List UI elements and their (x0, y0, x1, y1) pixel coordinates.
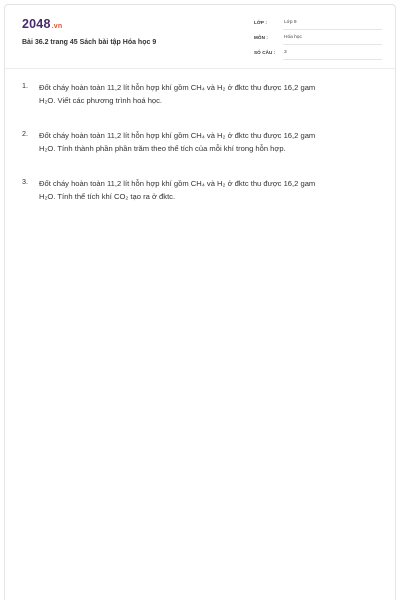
question-text-line: Đốt cháy hoàn toàn 11,2 lít hỗn hợp khí gồm CH₄ và H₂ ở đktc thu được 16,2 gam (39, 179, 316, 188)
question-number: 3. (22, 177, 28, 186)
meta-grade-label: LỚP : (254, 20, 268, 25)
question-text-line: Đốt cháy hoàn toàn 11,2 lít hỗn hợp khí gồm CH₄ và H₂ ở đktc thu được 16,2 gam (39, 83, 316, 92)
brand-logo[interactable] (22, 17, 62, 34)
worksheet (4, 4, 396, 600)
meta-subject-underline (283, 44, 382, 45)
meta-question-count-underline (283, 59, 382, 60)
question-text (39, 81, 384, 107)
meta-subject-label: MÔN : (254, 35, 269, 40)
meta-grade (254, 17, 382, 30)
question-text (39, 129, 384, 155)
brand-suffix: .vn (51, 23, 63, 30)
page-title: Bài 36.2 trang 45 Sách bài tập Hóa học 9 (22, 39, 157, 46)
meta-subject (254, 32, 382, 45)
worksheet-header (5, 5, 395, 69)
brand-name: 2048 (22, 17, 51, 31)
question-text-line: H₂O. Viết các phương trình hoá học. (39, 96, 163, 105)
meta-question-count-value: 3 (284, 50, 287, 55)
meta-grade-underline (283, 29, 382, 30)
question-text (39, 177, 384, 203)
meta-question-count (254, 47, 382, 60)
meta-question-count-label: SỐ CÂU : (254, 50, 276, 55)
question-text-line: H₂O. Tính thành phần phần trăm theo thể tích của mỗi khí trong hỗn hợp. (39, 144, 286, 153)
question-number: 1. (22, 81, 28, 90)
meta-subject-value: Hóa học (284, 35, 302, 40)
question-number: 2. (22, 129, 28, 138)
question-text-line: H₂O. Tính thể tích khí CO₂ tạo ra ở đktc. (39, 192, 176, 201)
question-text-line: Đốt cháy hoàn toàn 11,2 lít hỗn hợp khí gồm CH₄ và H₂ ở đktc thu được 16,2 gam (39, 131, 316, 140)
meta-grade-value: Lớp 9 (284, 20, 297, 25)
